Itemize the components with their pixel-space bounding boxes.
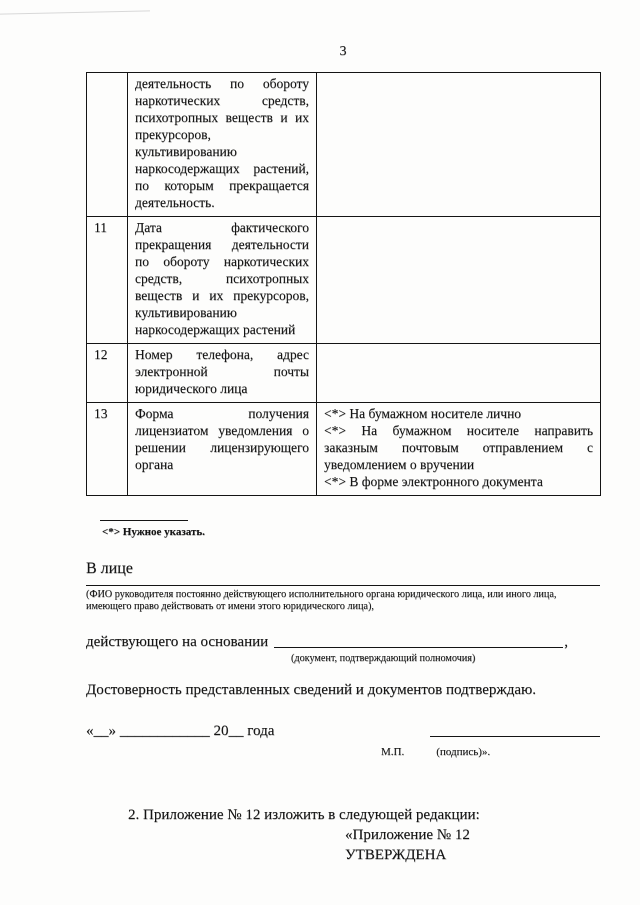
notification-option: <*> В форме электронного документа [324, 474, 543, 489]
acting-basis-row [86, 634, 568, 651]
row-value-cell [317, 73, 601, 217]
page-number: 3 [339, 44, 347, 59]
table-row-12 [87, 344, 601, 403]
signature-blank-line [430, 736, 600, 737]
confirmation-statement: Достоверность представленных сведений и документов подтверждаю. [86, 681, 536, 698]
notification-option: <*> На бумажном носителе лично [324, 406, 522, 421]
application-form-table [86, 72, 601, 496]
in-person-label: В лице [86, 560, 133, 577]
fio-explanatory-note: (ФИО руководителя постоянно действующего исполнительного органа юридического лица, или иного лица, имеющего право действовать от имени этого юридического лица), [86, 589, 557, 613]
footnote-separator [100, 520, 188, 521]
signature-label: (подпись)». [436, 745, 491, 758]
notification-option: <*> На бумажном носителе направить заказным почтовым отправлением с уведомлением о вручении [324, 423, 593, 472]
row-number-cell: 11 [87, 217, 128, 344]
document-explanatory-note: (документ, подтверждающий полномочия) [291, 652, 476, 664]
stamp-label: М.П. [381, 745, 405, 758]
acting-basis-blank-line [274, 647, 563, 648]
row-number-cell: 12 [87, 344, 128, 403]
date-blank-text: «__» ____________ 20__ года [86, 722, 275, 739]
footnote-text: <*> Нужное указать. [102, 526, 205, 538]
date-signature-row [86, 723, 600, 740]
acting-basis-comma: , [564, 633, 568, 650]
row-label-cell: Дата фактического прекращения деятельности по обороту наркотических средств, психотропных веществ и их прекурсоров, культивированию наркосодержащих растений [128, 217, 317, 344]
row-value-cell [317, 344, 601, 403]
fio-blank-line [86, 585, 600, 586]
acting-basis-label: действующего на основании [86, 633, 269, 650]
table-row-11 [87, 217, 601, 344]
approved-heading: УТВЕРЖДЕНА [345, 846, 447, 863]
row-number-cell [87, 73, 128, 217]
annex-heading: «Приложение № 12 [345, 826, 470, 843]
table-row-13 [87, 403, 601, 496]
table-row-continuation [87, 73, 601, 217]
signature-notes [86, 746, 600, 758]
row-label-cell: Форма получения лицензиатом уведомления о решении лицензирующего органа [128, 403, 317, 496]
row-number-cell: 13 [87, 403, 128, 496]
row-label-cell: Номер телефона, адрес электронной почты юридического лица [128, 344, 317, 403]
row-label-cell: деятельность по обороту наркотических средств, психотропных веществ и их прекурсоров, культивированию наркосодержащих растений, по которым прекращается деятельность. [128, 73, 317, 217]
amendment-clause: 2. Приложение № 12 изложить в следующей редакции: [128, 806, 480, 823]
row-value-cell [317, 403, 601, 496]
row-value-cell [317, 217, 601, 344]
scan-artifact-line [0, 10, 150, 14]
